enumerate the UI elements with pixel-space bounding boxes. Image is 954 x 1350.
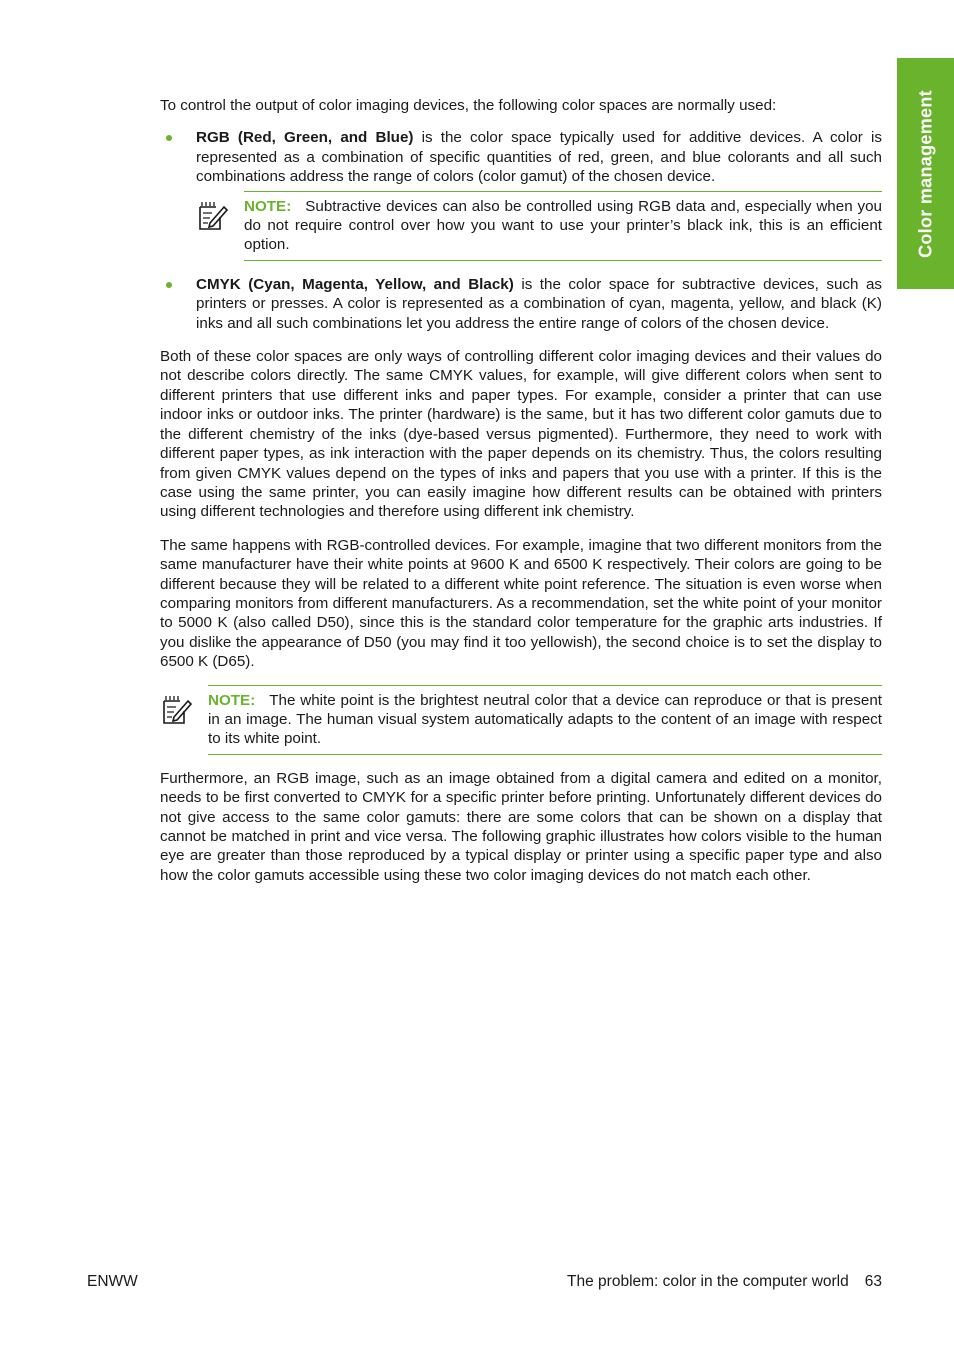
note-rgb-body: Subtractive devices can also be controlled using RGB data and, especially when you do not require control over how you want to use your printer’s black ink, this is an efficient option.: [244, 197, 882, 254]
footer-right: [567, 1272, 882, 1291]
note-rgb: [196, 191, 882, 261]
bullet-rgb: [160, 128, 882, 186]
bullet-rgb-body: is the color space typically used for additive devices. A color is represented as a combination of specific quantities of red, green, and blue colorants and all such combinations address the range of colors (color gamut) of the chosen device.: [196, 129, 882, 186]
note-pencil-icon: [160, 693, 192, 725]
bullet-cmyk-term: CMYK (Cyan, Magenta, Yellow, and Black): [196, 275, 514, 293]
bullet-cmyk: [160, 275, 882, 333]
note-white-point-body: The white point is the brightest neutral color that a device can reproduce or that is present in an image. The human visual system automatically adapts to the content of an image with respect to its white point.: [208, 691, 882, 748]
body-paragraph-2: The same happens with RGB-controlled devices. For example, imagine that two different monitors from the same manufacturer have their white points at 9600 K and 6500 K respectively. Their colors are going to be different because they will be related to a different white point reference. The situation is even worse when comparing monitors from different manufacturers. As a recommendation, set the white point of your monitor to 5000 K (also called D50), since this is the standard color temperature for the graphic arts industries. If you dislike the appearance of D50 (you may find it too yellowish), the second choice is to set the display to 6500 K (D65).: [160, 536, 882, 671]
chapter-side-tab-label: Color management: [914, 89, 935, 258]
note-rgb-text: [244, 197, 882, 255]
footer-page-number: 63: [864, 1273, 882, 1290]
bullet-dot: [166, 282, 172, 288]
footer-section-title: The problem: color in the computer world: [567, 1273, 849, 1290]
note-white-point-box: [208, 685, 882, 755]
page-content: [160, 96, 882, 885]
body-paragraph-1: Both of these color spaces are only ways of controlling different color imaging devices and their values do not describe colors directly. The same CMYK values, for example, will give different colors when sent to different printers that use different inks and paper types. For example, consider a printer that can use indoor inks or outdoor inks. The printer (hardware) is the same, but it has two different color gamuts due to the different chemistry of the inks (dye-based versus pigmented). Furthermore, they need to work with different paper types, as ink interaction with the paper depends on its chemistry. Thus, the colors resulting from given CMYK values depend on the types of inks and papers that you use with a printer. If this is the case using the same printer, you can easily imagine how different results can be obtained with printers using different technologies and therefore using different ink chemistry.: [160, 348, 882, 521]
page-footer: [87, 1272, 882, 1291]
note-label: NOTE:: [208, 691, 256, 709]
note-rgb-box: [244, 191, 882, 261]
chapter-side-tab: [897, 58, 954, 289]
intro-paragraph: To control the output of color imaging devices, the following color spaces are normally used:: [160, 97, 777, 114]
note-label: NOTE:: [244, 197, 292, 215]
bullet-dot: [166, 135, 172, 141]
footer-left-label: ENWW: [87, 1273, 138, 1290]
bullet-cmyk-body: is the color space for subtractive devices, such as printers or presses. A color is represented as a combination of cyan, magenta, yellow, and black (K) inks and all such combinations let you address the entire range of colors of the chosen device.: [196, 275, 882, 332]
bullet-rgb-text: [196, 128, 882, 186]
note-white-point: [160, 685, 882, 755]
bullet-rgb-term: RGB (Red, Green, and Blue): [196, 129, 414, 147]
body-paragraph-3: Furthermore, an RGB image, such as an image obtained from a digital camera and edited on a monitor, needs to be first converted to CMYK for a specific printer before printing. Unfortunately different devices do not give access to the same color gamuts: there are some colors that can be shown on a display that cannot be matched in print and vice versa. The following graphic illustrates how colors visible to the human eye are greater than those reproduced by a typical display or printer using a specific paper type and also how the color gamuts accessible using these two color imaging devices do not match each other.: [160, 769, 882, 884]
note-white-point-text: [208, 691, 882, 749]
bullet-cmyk-text: [196, 275, 882, 333]
note-pencil-icon: [196, 199, 228, 231]
